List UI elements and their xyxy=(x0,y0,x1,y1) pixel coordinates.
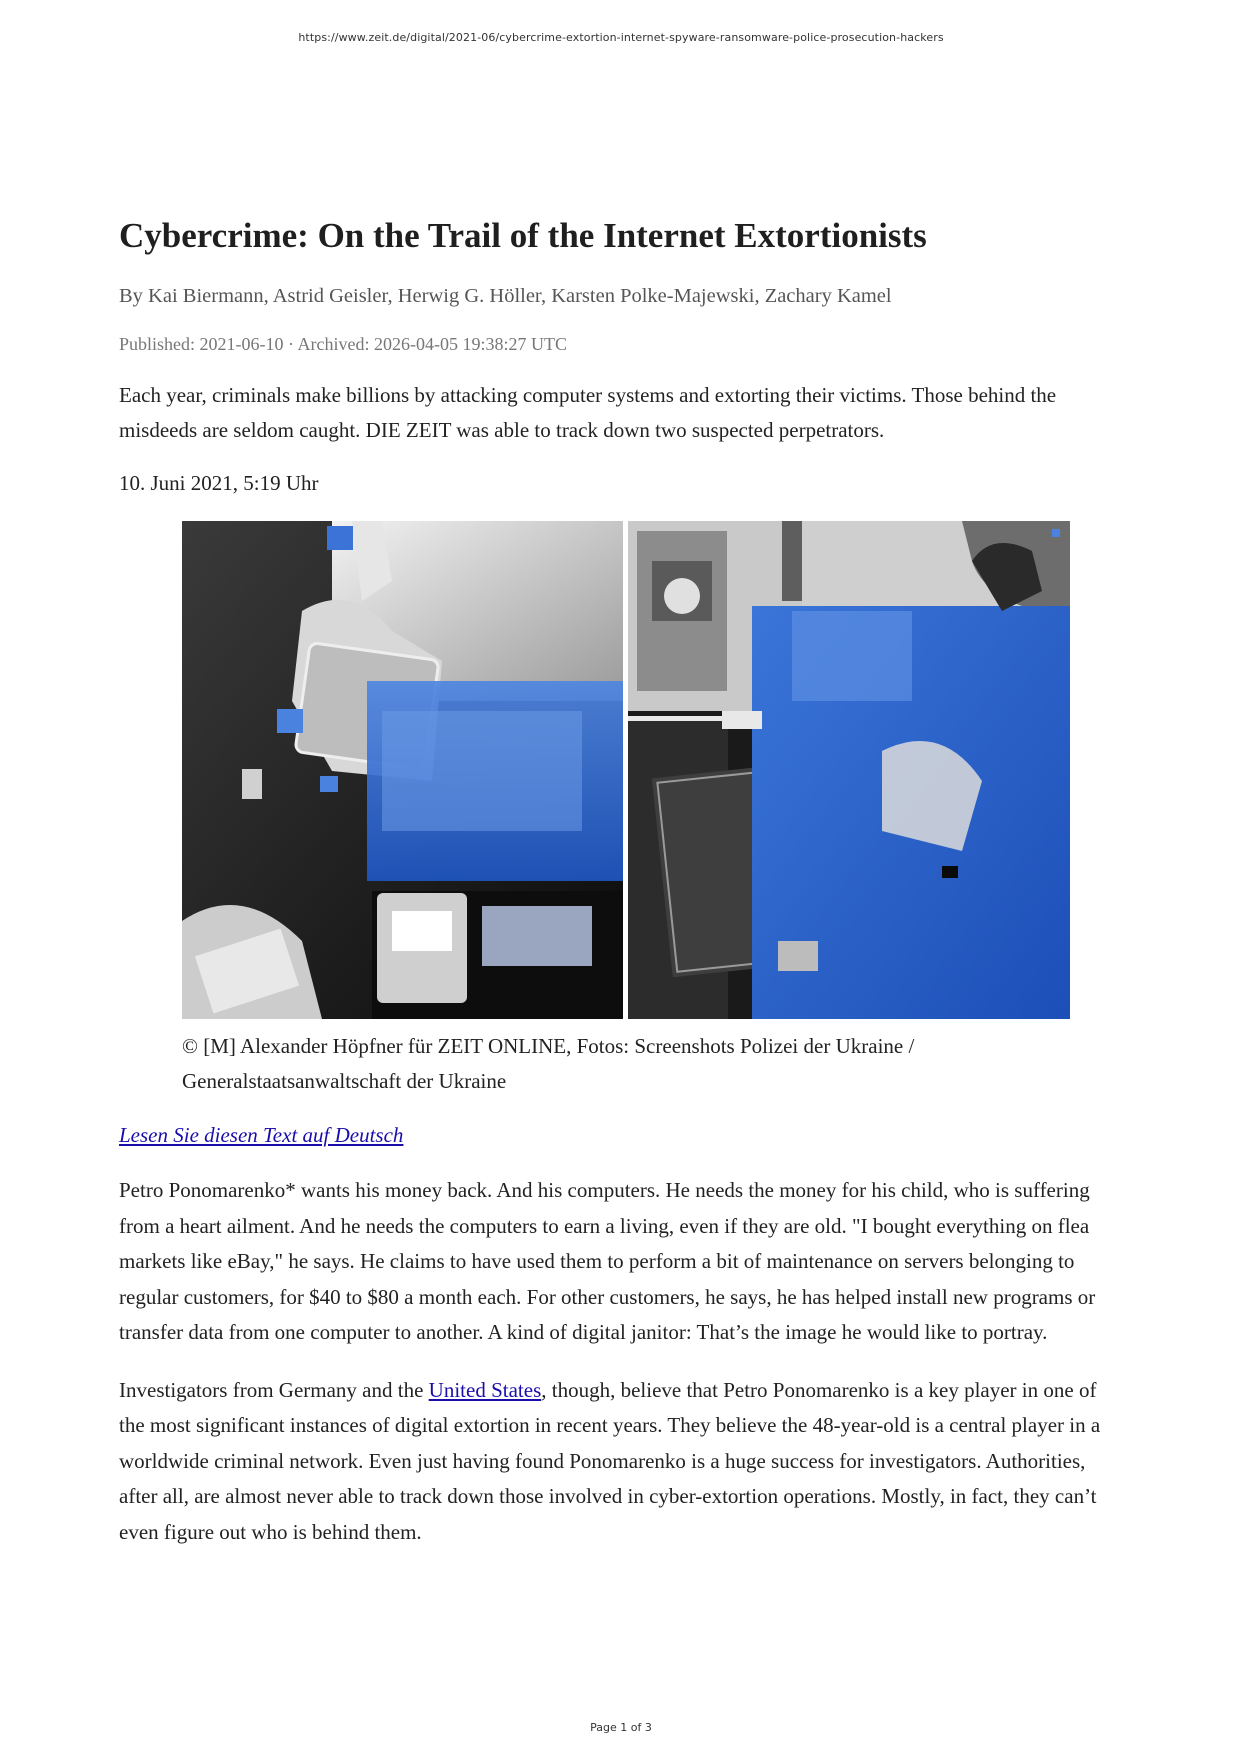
paragraph-2-text-end: , though, believe that Petro Ponomarenko is a key player in one of the most significant instances of digital extortion in recent years. They believe the 48-year-old is a central player in a worldwide criminal network. Even just having found Ponomarenko is a huge success for investigators. Authorities, after all, are almost never able to track down those involved in cyber-extortion operations. Mostly, in fact, they can’t even figure out who is behind them. xyxy=(119,1377,1101,1544)
german-version-link[interactable]: Lesen Sie diesen Text auf Deutsch xyxy=(119,1123,404,1147)
page-url-header: https://www.zeit.de/digital/2021-06/cybercrime-extortion-internet-spyware-ransomware-police-prosecution-hackers xyxy=(298,31,944,44)
article-paragraph-2 xyxy=(119,1373,1124,1551)
page-number: Page 1 of 3 xyxy=(590,1721,652,1734)
article-photo xyxy=(182,521,1070,1019)
united-states-link[interactable]: United States xyxy=(428,1377,542,1402)
article-lead: Each year, criminals make billions by attacking computer systems and extorting their victims. Those behind the misdeeds are seldom caught. DIE ZEIT was able to track down two suspected perpetrators. xyxy=(119,383,1057,442)
article-date: 10. Juni 2021, 5:19 Uhr xyxy=(119,471,319,495)
article-title: Cybercrime: On the Trail of the Internet Extortionists xyxy=(119,216,927,255)
article-content xyxy=(119,210,1124,1571)
article-figure xyxy=(182,521,1070,1099)
image-caption: © [M] Alexander Höpfner für ZEIT ONLINE, Fotos: Screenshots Polizei der Ukraine / Generalstaatsanwaltschaft der Ukraine xyxy=(182,1034,915,1093)
article-paragraph-1: Petro Ponomarenko* wants his money back. And his computers. He needs the money for his child, who is suffering from a heart ailment. And he needs the computers to earn a living, even if they are old. "I bought everything on flea markets like eBay," he says. He claims to have used them to perform a bit of maintenance on servers belonging to regular customers, for $40 to $80 a month each. For other customers, he says, he has helped install new programs or transfer data from one computer to another. A kind of digital janitor: That’s the image he would like to portray. xyxy=(119,1178,1096,1344)
article-byline: By Kai Biermann, Astrid Geisler, Herwig G. Höller, Karsten Polke-Majewski, Zachary Kamel xyxy=(119,285,892,307)
german-version-link-wrapper xyxy=(119,1119,1124,1151)
paragraph-2-text-start: Investigators from Germany and the xyxy=(119,1377,429,1402)
article-meta: Published: 2021-06-10 · Archived: 2026-04-05 19:38:27 UTC xyxy=(119,334,567,354)
